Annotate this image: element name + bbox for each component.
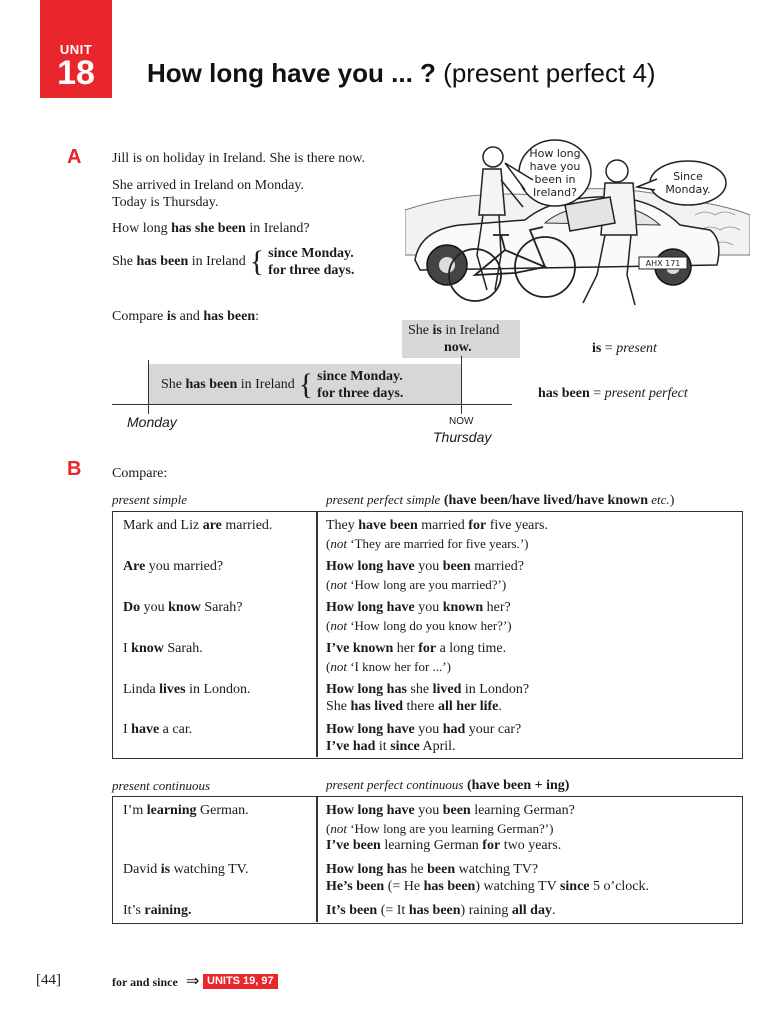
- timeline-brace: [161, 368, 403, 402]
- t1r1-r1p: They: [326, 518, 359, 533]
- t2r1-not: not: [330, 821, 347, 836]
- t1-row4-left: [123, 640, 203, 657]
- t1r3-lpo2: Sarah?: [200, 600, 243, 615]
- units-link[interactable]: UNITS 19, 97: [203, 974, 278, 989]
- t1r3-lb2: know: [168, 600, 201, 615]
- t2r2-r2a: He’s been: [326, 879, 385, 894]
- t1-row1-left: [123, 517, 272, 534]
- t1r4-not: not: [330, 659, 347, 674]
- t2r2-lb: is: [160, 862, 171, 877]
- hdr1-bold: (have been/have lived/have known: [443, 493, 649, 508]
- t2r1-r1po: learning German?: [470, 803, 575, 818]
- t1r2-r1b1: How long have: [326, 559, 415, 574]
- t1-row2-left: [123, 558, 223, 575]
- hb-label: has been: [538, 386, 590, 401]
- compare-pre: Compare: [112, 309, 167, 324]
- hdr1-close: ): [669, 493, 675, 508]
- tl-since: since Monday.: [317, 369, 403, 384]
- t1-row3-right1: [326, 599, 511, 616]
- t2-row1-right3: [326, 837, 561, 854]
- bubble1-line3: been in: [534, 173, 576, 186]
- t1r5-r1po: in London?: [461, 682, 530, 697]
- t2r1-r2: ‘How long are you learning German?’): [346, 821, 554, 836]
- hdr1-etc: etc.: [648, 492, 670, 507]
- hdr2-bold: (have been + ing): [466, 778, 570, 793]
- label-thursday: Thursday: [433, 429, 492, 445]
- bubble1-line2: have you: [529, 160, 581, 173]
- timeline-now-tick: [461, 356, 462, 414]
- t2r2-r1b2: been: [427, 862, 456, 877]
- is-label: is: [592, 341, 602, 356]
- is-box-now: now.: [444, 340, 472, 355]
- t2-row3-left: [123, 902, 191, 919]
- t1r3-r1b1: How long have: [326, 600, 415, 615]
- t1r1-not: not: [330, 536, 347, 551]
- hdr2-it: present perfect continuous: [326, 777, 464, 792]
- compare-and: and: [176, 309, 204, 324]
- timeline-axis: [112, 404, 512, 405]
- t2r2-r2c: has been: [423, 879, 476, 894]
- t1-row2-right1: [326, 558, 524, 575]
- t1r5-r2b2: all her life: [438, 699, 499, 714]
- t2r3-r1e: all day: [511, 903, 552, 918]
- text-a-line3: Today is Thursday.: [112, 195, 219, 210]
- t2r2-r1m: he: [406, 862, 428, 877]
- a-for: for three days.: [268, 263, 355, 278]
- t2-row1-right1: [326, 802, 575, 819]
- q-bold: has she been: [171, 221, 246, 236]
- section-letter-b: B: [67, 458, 82, 480]
- t1r2-r1m: you: [414, 559, 443, 574]
- hb-eq: =: [589, 386, 605, 401]
- header-present-simple: present simple: [112, 492, 187, 507]
- t1r1-r1m: married: [417, 518, 469, 533]
- t1r5-lpo: in London.: [185, 682, 251, 697]
- t2r1-r1b1: How long have: [326, 803, 415, 818]
- t1r1-r1po: five years.: [486, 518, 548, 533]
- t1r6-r1b1: How long have: [326, 722, 415, 737]
- t2-row1-right2: (not ‘How long are you learning German?’): [326, 821, 554, 836]
- t2r3-r1b: (= It: [377, 903, 409, 918]
- page-number: [44]: [36, 972, 61, 988]
- t1r1-r1b2: for: [468, 518, 487, 533]
- is-desc: present: [616, 341, 657, 356]
- page-title: [147, 58, 656, 89]
- is-box-line1: [408, 322, 499, 340]
- t1r4-r2: ‘I know her for ...’): [346, 659, 451, 674]
- t1r1-lb: are: [202, 518, 222, 533]
- label-monday: Monday: [127, 414, 177, 430]
- bubble2-line2: Monday.: [665, 183, 711, 196]
- t1r2-lb: Are: [123, 559, 146, 574]
- hb-desc: present perfect: [604, 386, 688, 401]
- section-letter-a: A: [67, 146, 82, 168]
- t2r1-lpo: German.: [196, 803, 249, 818]
- t1r6-lpo: a car.: [159, 722, 193, 737]
- t2r3-r1f: .: [551, 903, 556, 918]
- is-equals-present: [592, 340, 657, 358]
- t2r1-r1m: you: [414, 803, 443, 818]
- header-present-perfect-continuous: [326, 776, 569, 795]
- t1r3-r2: ‘How long do you know her?’): [346, 618, 512, 633]
- t2r1-r3po: two years.: [500, 838, 562, 853]
- text-a-line1: Jill is on holiday in Ireland. She is there now.: [112, 151, 365, 166]
- t2r1-r3m: learning German: [380, 838, 483, 853]
- bubble1-line1: How long: [529, 147, 581, 160]
- unit-number: 18: [57, 54, 95, 92]
- header-present-continuous: present continuous: [112, 778, 211, 793]
- title-main: How long have you ... ?: [147, 58, 436, 88]
- t1r2-r2: ‘How long are you married?’): [346, 577, 507, 592]
- t1r3-r1po: her?: [483, 600, 511, 615]
- t2r2-r2e: since: [559, 879, 590, 894]
- compare-colon: :: [255, 309, 260, 324]
- t1r1-r1b1: have been: [358, 518, 418, 533]
- t1r5-r2b1: has lived: [350, 699, 404, 714]
- t1-row1-right1: [326, 517, 548, 534]
- is-box-pre: She: [408, 323, 433, 338]
- is-box: [402, 320, 520, 358]
- text-a-question: [112, 220, 310, 238]
- t1-row6-left: [123, 721, 192, 738]
- t1r1-lp: Mark and Liz: [123, 518, 203, 533]
- t1-row1-right2: (not ‘They are married for five years.’): [326, 536, 529, 551]
- table1-divider: [316, 512, 318, 757]
- footer-crossref-text: for and since: [112, 975, 178, 989]
- t2r2-r2f: 5 o’clock.: [589, 879, 650, 894]
- t1r4-lb: know: [131, 641, 164, 656]
- brace-icon: {: [249, 245, 265, 278]
- t1r6-r2c: it: [375, 739, 391, 754]
- q-post: in Ireland?: [245, 221, 310, 236]
- t2-row2-right2: [326, 878, 649, 895]
- t1r4-r1m: her: [393, 641, 419, 656]
- plate-text: AHX 171: [645, 259, 681, 268]
- unit-badge: [40, 0, 112, 98]
- t1-row3-right2: (not ‘How long do you know her?’): [326, 618, 512, 633]
- hasbeen-equals-present-perfect: [538, 385, 688, 403]
- compare-hb: has been: [203, 309, 256, 324]
- compare-is: is: [166, 309, 177, 324]
- t2r3-lb: raining.: [144, 903, 192, 918]
- a-bold: has been: [136, 254, 189, 269]
- t2r1-r3b2: for: [482, 838, 501, 853]
- t1r4-r1b2: for: [418, 641, 437, 656]
- compare-line: [112, 308, 259, 326]
- brace-icon: {: [298, 368, 314, 401]
- t1r3-lpo: you: [140, 600, 169, 615]
- tl-for: for three days.: [317, 386, 404, 401]
- table2-divider: [316, 797, 318, 922]
- t1-row2-right2: (not ‘How long are you married?’): [326, 577, 507, 592]
- t1-row5-right2: [326, 698, 502, 715]
- t1r6-r2b2: since: [390, 739, 420, 754]
- illustration-jill-bike-car: [405, 135, 750, 315]
- t2r2-r1b1: How long has: [326, 862, 407, 877]
- t2-row1-left: [123, 802, 249, 819]
- t1-row4-right1: [326, 640, 506, 657]
- t1r6-r2b1: I’ve had: [326, 739, 376, 754]
- t1r5-r1m: she: [406, 682, 433, 697]
- t2-row2-right1: [326, 861, 538, 878]
- t1-row6-right1: [326, 721, 521, 738]
- t1r5-lb: lives: [159, 682, 186, 697]
- t1r5-r2d: .: [498, 699, 502, 714]
- q-pre: How long: [112, 221, 172, 236]
- t1r2-r1po: married?: [470, 559, 524, 574]
- unit-label: UNIT: [59, 42, 93, 57]
- t1r5-lp: Linda: [123, 682, 160, 697]
- bubble2-line1: Since: [673, 170, 703, 183]
- t2r2-lp: David: [123, 862, 161, 877]
- t2r2-r2d: ) watching TV: [475, 879, 560, 894]
- t1r6-r2d: April.: [419, 739, 456, 754]
- t1r6-r1m: you: [414, 722, 443, 737]
- t1r3-r1m: you: [414, 600, 443, 615]
- t1r5-r2a: She: [326, 699, 351, 714]
- t1r4-r1b1: I’ve known: [326, 641, 394, 656]
- text-a-line2: She arrived in Ireland on Monday.: [112, 178, 304, 193]
- t1-row3-left: [123, 599, 242, 616]
- t1-row5-right1: [326, 681, 529, 698]
- a-post: in Ireland: [188, 254, 246, 269]
- tl-pre: She: [161, 377, 186, 392]
- t1r2-lpo: you married?: [145, 559, 224, 574]
- t2r2-r2b: (= He: [384, 879, 424, 894]
- t1r5-r2c: there: [403, 699, 438, 714]
- t2r2-lpo: watching TV.: [170, 862, 249, 877]
- t1r4-lp: I: [123, 641, 132, 656]
- t1r1-lpo: married.: [221, 518, 273, 533]
- t2-row3-right1: [326, 902, 555, 919]
- t1r1-r2: ‘They are married for five years.’): [346, 536, 529, 551]
- has-been-box: [149, 364, 461, 404]
- t2r1-lb: learning: [146, 803, 197, 818]
- is-box-post: in Ireland: [441, 323, 500, 338]
- t1r4-lpo: Sarah.: [163, 641, 203, 656]
- t1r3-lb: Do: [123, 600, 141, 615]
- t2r3-r1c: has been: [408, 903, 461, 918]
- label-now: NOW: [449, 416, 474, 427]
- t2r1-r1b2: been: [442, 803, 471, 818]
- timeline-monday-tick: [148, 360, 149, 414]
- t2r3-r1a: It’s been: [326, 903, 378, 918]
- t1-row4-right2: (not ‘I know her for ...’): [326, 659, 451, 674]
- t1r3-not: not: [330, 618, 347, 633]
- tl-post: in Ireland: [237, 377, 295, 392]
- t2r2-r1po: watching TV?: [455, 862, 539, 877]
- hdr1-it: present perfect simple: [326, 492, 441, 507]
- a-since: since Monday.: [268, 246, 354, 261]
- t1-row6-right2: [326, 738, 456, 755]
- t2r1-lp: I’m: [123, 803, 147, 818]
- tl-bold: has been: [185, 377, 238, 392]
- t1r2-not: not: [330, 577, 347, 592]
- t1r6-lb: have: [131, 722, 160, 737]
- t1r6-lp: I: [123, 722, 132, 737]
- arrow-right-icon: ⇒: [186, 973, 200, 990]
- t1r5-r1b2: lived: [432, 682, 462, 697]
- t1r2-r1b2: been: [442, 559, 471, 574]
- is-box-bold: is: [432, 323, 442, 338]
- compare-b: Compare:: [112, 466, 168, 481]
- bubble1-line4: Ireland?: [533, 186, 577, 199]
- t1r4-r1po: a long time.: [436, 641, 507, 656]
- answer-brace: [112, 245, 354, 279]
- t2r1-r3b1: I’ve been: [326, 838, 381, 853]
- t2r3-lp: It’s: [123, 903, 145, 918]
- t1r5-r1b1: How long has: [326, 682, 407, 697]
- t1r6-r1b2: had: [442, 722, 466, 737]
- t1r3-r1b2: known: [442, 600, 484, 615]
- t2-row2-left: [123, 861, 248, 878]
- t2r3-r1d: ) raining: [460, 903, 512, 918]
- is-eq: =: [601, 341, 617, 356]
- header-present-perfect-simple: [326, 491, 674, 510]
- t1-row5-left: [123, 681, 251, 698]
- a-pre: She: [112, 254, 137, 269]
- t1r6-r1po: your car?: [465, 722, 522, 737]
- title-sub: (present perfect 4): [443, 58, 656, 88]
